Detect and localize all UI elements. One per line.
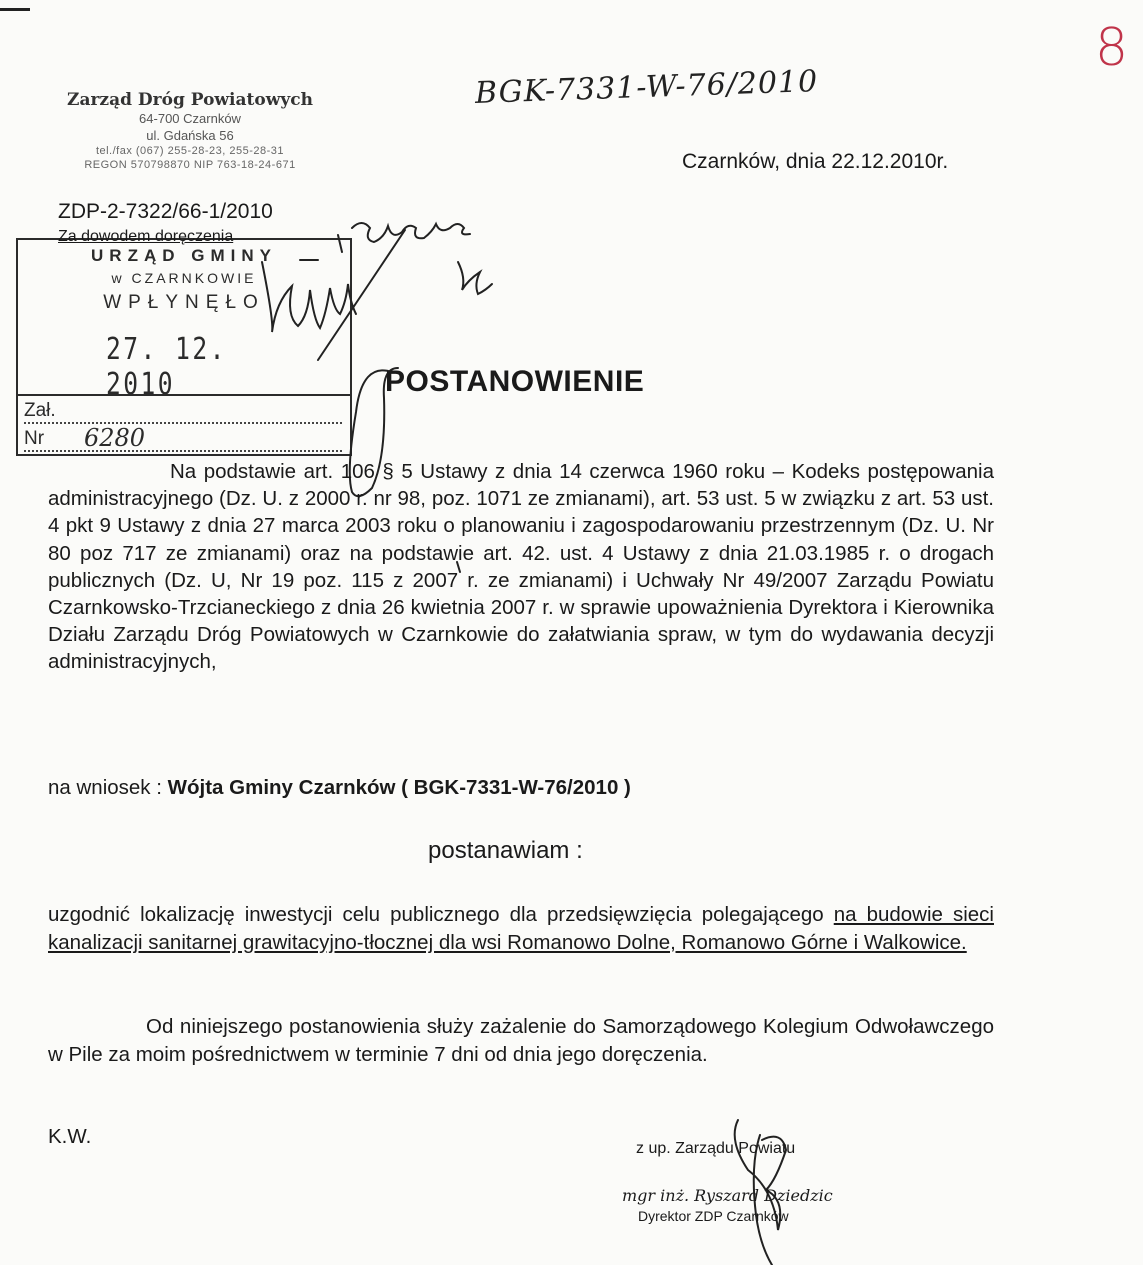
request-line	[48, 776, 631, 800]
page-number-mark: 8	[1095, 18, 1129, 78]
stamp-number-value: 6280	[84, 424, 146, 452]
sender-regon: REGON 570798870 NIP 763-18-24-671	[84, 159, 296, 171]
decision-subject: na budowie sieci kanalizacji sanitarnej grawitacyjno-tłocznej dla wsi Romanowo Dolne, Romanowo Górne i Walkowice.	[48, 903, 994, 954]
request-value: Wójta Gminy Czarnków ( BGK-7331-W-76/2010 )	[167, 776, 631, 799]
stamp-received: WPŁYNĘŁO	[103, 292, 265, 313]
delivery-note: Za dowodem doręczenia	[58, 228, 234, 245]
sender-phone: tel./fax (067) 255-28-23, 255-28-31	[95, 145, 285, 157]
signature-name: mgr inż. Ryszard Dziedzic	[622, 1186, 833, 1205]
stamp-date: 27. 12. 2010	[106, 332, 227, 402]
stamp-number-label: Nr	[24, 428, 45, 449]
sender-city: 64-700 Czarnków	[139, 111, 241, 126]
annotation-handwriting	[338, 223, 470, 252]
decision-paragraph	[48, 901, 994, 956]
request-label: na wniosek :	[48, 776, 162, 799]
decision-heading: postanawiam :	[428, 837, 583, 864]
stamp-signature	[262, 260, 356, 332]
legal-basis-paragraph: Na podstawie art. 106 § 5 Ustawy z dnia 14 czerwca 1960 roku – Kodeks postępowania administracyjnego (Dz. U. z 2000 r. nr 98, poz. 1071 ze zmianami), art. 53 ust. 5 w związku z art. 53 ust. 4 pkt 9 Ustawy z dnia 27 marca 2003 roku o planowaniu i zagospodarowaniu przestrzennym (Dz. U. Nr 80 poz 717 ze zmianami) oraz na podstawie art. 42. ust. 4 Ustawy z dnia 21.03.1985 r. o drogach publicznych (Dz. U, Nr 19 poz. 115 z 2007 r. ze zmianami) i Uchwały Nr 49/2007 Zarządu Powiatu Czarnkowsko-Trzcianeckiego z dnia 26 kwietnia 2007 r. w sprawie upoważnienia Dyrektora i Kierownika Działu Zarządu Dróg Powiatowych w Czarnkowie do załatwiania spraw, w tym do wydawania decyzji administracyjnych,	[48, 460, 994, 674]
stamp-attachments-label: Zał.	[24, 400, 56, 421]
kw-initials: K.W.	[48, 1125, 92, 1148]
document-title: POSTANOWIENIE	[385, 365, 645, 398]
date-line: Czarnków, dnia 22.12.2010r.	[682, 150, 949, 173]
signature-role: Dyrektor ZDP Czarnków	[638, 1208, 789, 1224]
sender-name: Zarząd Dróg Powiatowych	[67, 90, 313, 110]
decision-lead: uzgodnić lokalizację inwestycji celu publicznego dla przedsięwzięcia polegającego	[48, 903, 824, 926]
initials-handwriting	[458, 262, 492, 294]
sender-street: ul. Gdańska 56	[146, 128, 234, 143]
signature-authority: z up. Zarządu Powiatu	[636, 1140, 796, 1157]
stamp-office: URZĄD GMINY	[91, 246, 277, 265]
reference-number: ZDP-2-7322/66-1/2010	[58, 200, 273, 223]
stamp-city: w CZARNKOWIE	[111, 270, 257, 286]
handwritten-case-number: BGK-7331-W-76/2010	[474, 64, 819, 111]
appeal-paragraph: Od niniejszego postanowienia służy zażalenie do Samorządowego Kolegium Odwoławczego w Pile za moim pośrednictwem w terminie 7 dni od dnia jego doręczenia.	[48, 1015, 994, 1066]
